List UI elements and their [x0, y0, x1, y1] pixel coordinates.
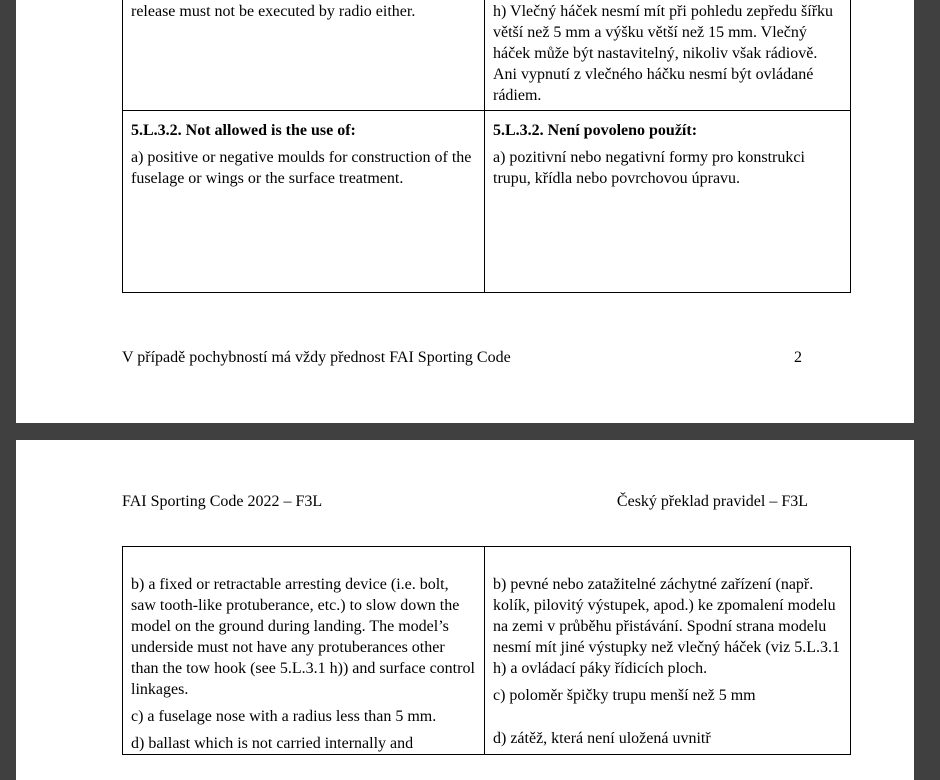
czech-column-cell [485, 547, 851, 755]
rule-text-en: release must not be executed by radio either. [131, 3, 416, 20]
rules-table-page-1 [122, 0, 851, 293]
document-page-1 [16, 0, 914, 423]
section-heading-en: 5.L.3.2. Not allowed is the use of: [131, 122, 356, 139]
header-right: Český překlad pravidel – F3L [616, 493, 808, 510]
page-number: 2 [794, 349, 802, 366]
rule-item-en: c) a fuselage nose with a radius less than 5 mm. [131, 708, 437, 725]
page-header [122, 493, 808, 511]
english-column-cell [123, 547, 485, 755]
rules-table-page-2 [122, 546, 851, 755]
section-heading-cz: 5.L.3.2. Není povoleno použít: [493, 122, 698, 139]
page-footer [122, 349, 802, 367]
rule-item-en: a) positive or negative moulds for construction of the fuselage or wings or the surface treatment. [131, 149, 472, 187]
document-page-2 [16, 440, 914, 780]
english-column-cell [123, 0, 485, 111]
footer-text: V případě pochybností má vždy přednost FAI Sporting Code [122, 349, 511, 366]
english-column-cell [123, 111, 485, 293]
table-row [123, 0, 851, 111]
header-left: FAI Sporting Code 2022 – F3L [122, 493, 323, 510]
rule-item-cz: b) pevné nebo zatažitelné záchytné zařízení (např. kolík, pilovitý výstupek, apod.) ke zpomalení modelu na zemi v průběhu přistávání. Spodní strana modelu nesmí mít jiné výstupky než vlečný háček (viz 5.L.3.1 h) a ovládací páky řídicích ploch. [493, 576, 841, 677]
rule-text-cz: h) Vlečný háček nesmí mít při pohledu zepředu šířku větší než 5 mm a výšku větší než 15 mm. [493, 3, 834, 41]
rule-item-en: b) a fixed or retractable arresting device (i.e. bolt, saw tooth-like protuberance, etc.) to slow down the model on the ground during landing. The model’s underside must not have any protuberances other than the tow hook (see 5.L.3.1 h)) and surface control linkages. [131, 576, 475, 698]
rule-item-cz: c) poloměr špičky trupu menší než 5 mm [493, 687, 756, 704]
rule-item-cz: a) pozitivní nebo negativní formy pro konstrukci trupu, křídla nebo povrchovou úpravu. [493, 149, 805, 187]
czech-column-cell [485, 0, 851, 111]
rule-item-en: d) ballast which is not carried internally and [131, 735, 414, 752]
czech-column-cell [485, 111, 851, 293]
table-row [123, 547, 851, 755]
rule-text-cz: Vlečný háček může být nastavitelný, nikoliv však rádiově. Ani vypnutí z vlečného háčku nesmí být ovládané rádiem. [493, 24, 818, 104]
rule-item-cz: d) zátěž, která není uložená uvnitř [493, 730, 711, 747]
table-row [123, 111, 851, 293]
